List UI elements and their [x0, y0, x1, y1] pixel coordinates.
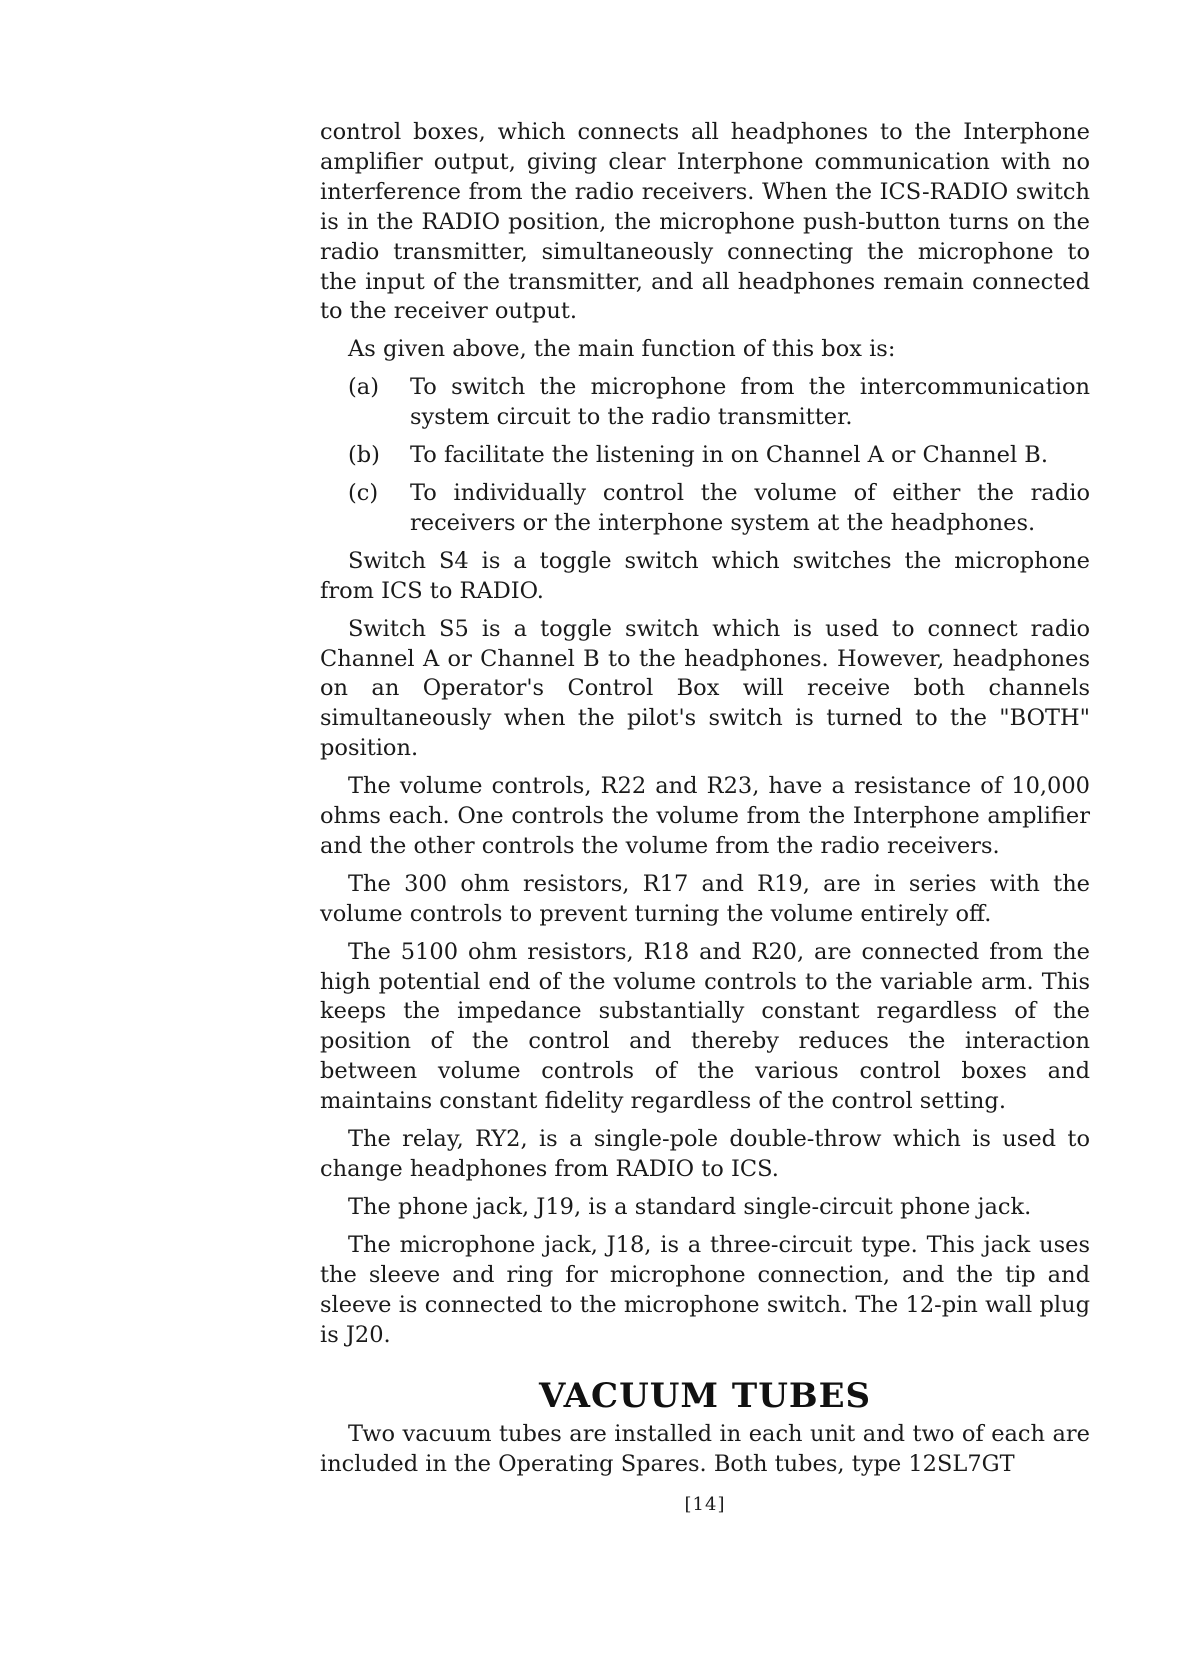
paragraph-relay: The relay, RY2, is a single-pole double-throw which is used to change headphones from RADIO to ICS. — [320, 1126, 1090, 1182]
section-heading: VACUUM TUBES — [538, 1376, 872, 1417]
list-item-b — [320, 441, 1090, 471]
paragraph-5100-ohm-resistors: The 5100 ohm resistors, R18 and R20, are connected from the high potential end of the volume controls to the variable arm. This keeps the impedance substantially constant regardless of the position of the control and thereby reduces the interaction between volume controls of the various control boxes and maintains constant fidelity regardless of the control setting. — [320, 938, 1090, 1115]
list-item-text: To facilitate the listening in on Channel A or Channel B. — [410, 442, 1048, 469]
page-number: [14] — [684, 1494, 726, 1516]
list-marker: (c) — [348, 479, 379, 506]
list-item-text: To switch the microphone from the intercommunication system circuit to the radio transmitter. — [410, 374, 1090, 431]
list-item-c — [320, 479, 1090, 539]
paragraph-microphone-jack: The microphone jack, J18, is a three-circuit type. This jack uses the sleeve and ring for microphone connection, and the tip and sleeve is connected to the microphone switch. The 12-pin wall plug is J20. — [320, 1231, 1090, 1348]
document-page — [320, 118, 1090, 1516]
paragraph-switch-s4: Switch S4 is a toggle switch which switches the microphone from ICS to RADIO. — [320, 547, 1090, 604]
paragraph-switch-s5: Switch S5 is a toggle switch which is used to connect radio Channel A or Channel B to the headphones. However, headphones on an Operator's Control Box will receive both channels simultaneously when the pilot's switch is turned to the "BOTH" position. — [320, 615, 1090, 762]
paragraph-vacuum-tubes: Two vacuum tubes are installed in each unit and two of each are included in the Operating Spares. Both tubes, type 12SL7GT — [320, 1421, 1090, 1478]
list-item-text: To individually control the volume of either the radio receivers or the interphone system at the headphones. — [410, 479, 1090, 536]
list-marker: (b) — [348, 442, 380, 469]
paragraph-300-ohm-resistors: The 300 ohm resistors, R17 and R19, are in series with the volume controls to prevent turning the volume entirely off. — [320, 870, 1090, 927]
paragraph-phone-jack: The phone jack, J19, is a standard single-circuit phone jack. — [348, 1193, 1032, 1220]
list-item-a — [320, 373, 1090, 433]
paragraph-main-function: As given above, the main function of this box is: — [348, 336, 896, 363]
paragraph-volume-controls: The volume controls, R22 and R23, have a resistance of 10,000 ohms each. One controls the volume from the Interphone amplifier and the other controls the volume from the radio receivers. — [320, 773, 1090, 859]
paragraph-continuation: control boxes, which connects all headphones to the Interphone amplifier output, giving clear Interphone communication with no interference from the radio receivers. When the ICS-RADIO switch is in the RADIO position, the microphone push-button turns on the radio transmitter, simultaneously connecting the microphone to the input of the transmitter, and all headphones remain connected to the receiver output. — [320, 119, 1090, 325]
list-marker: (a) — [348, 374, 379, 401]
